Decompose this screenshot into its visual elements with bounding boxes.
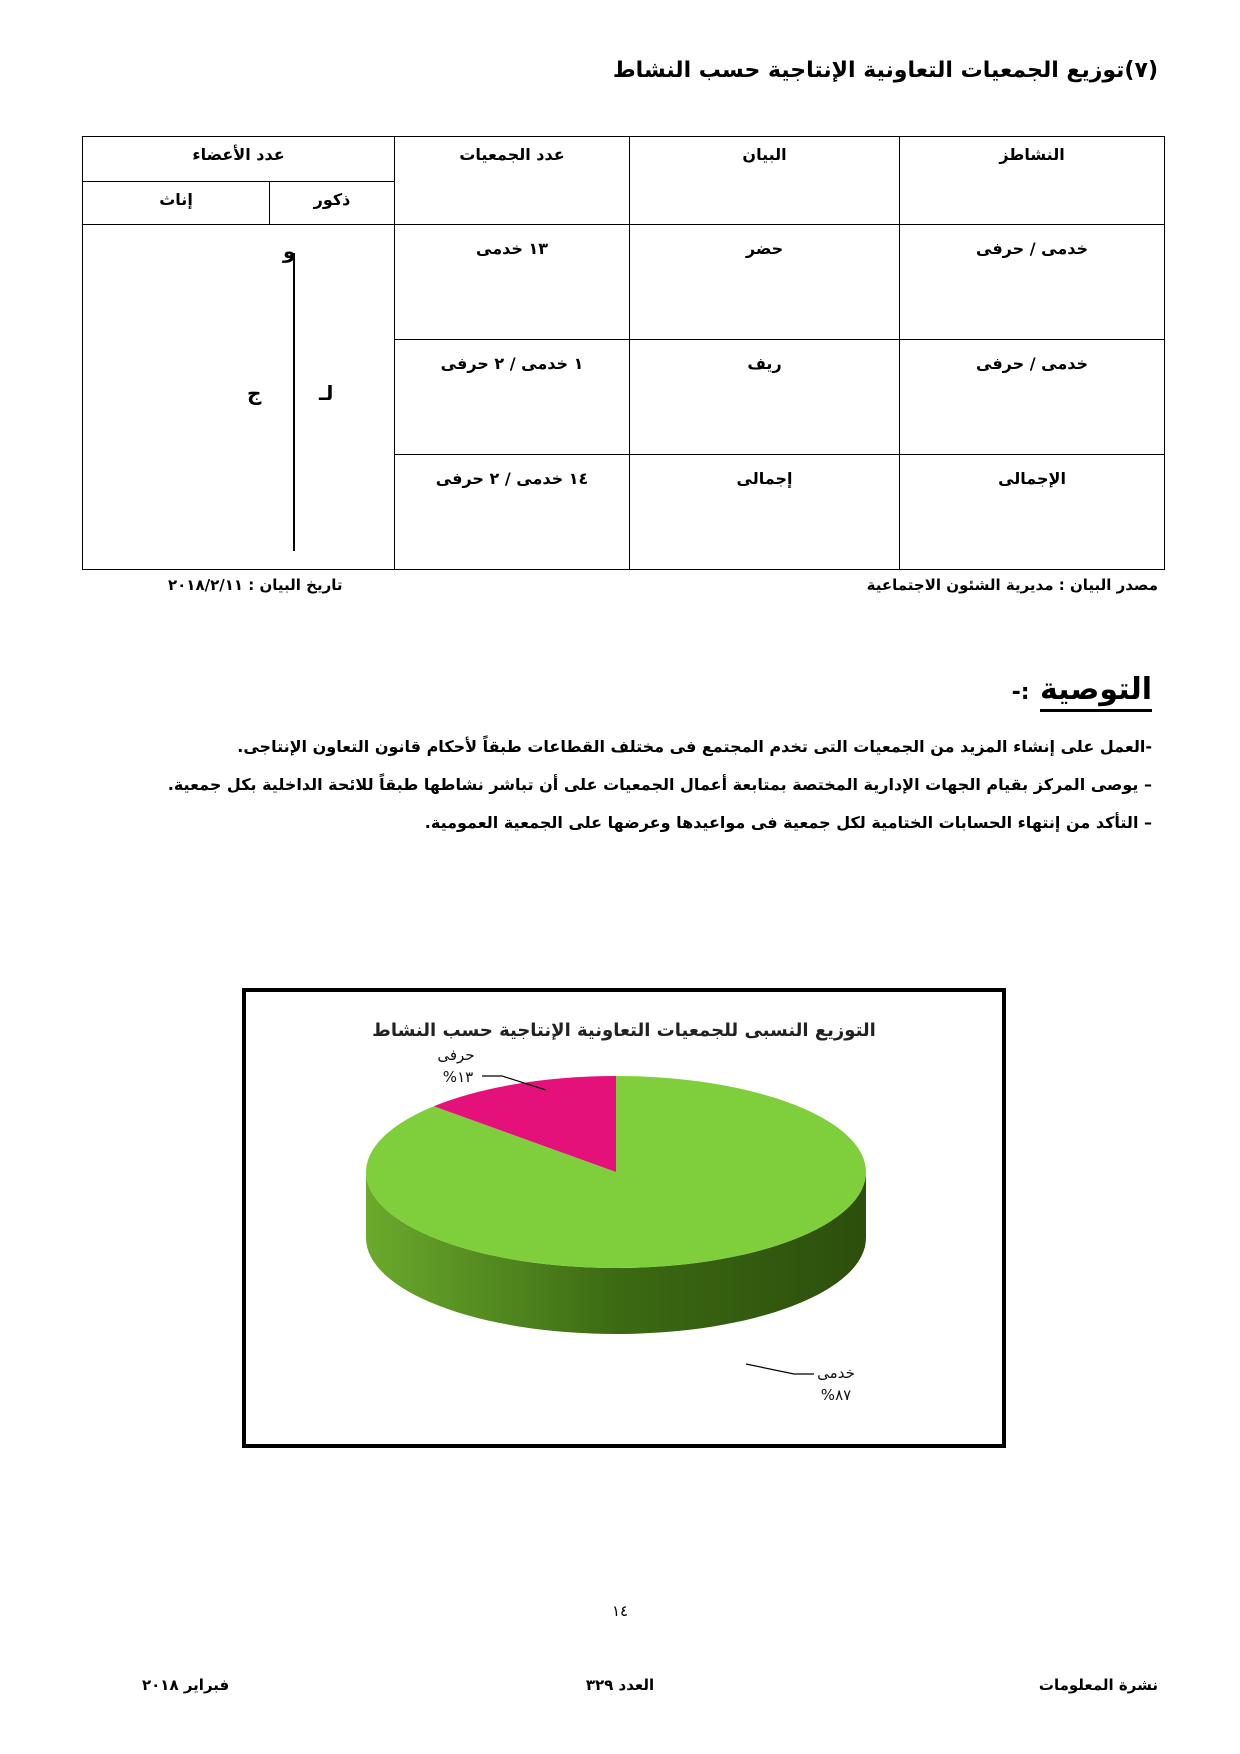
members-glyph-top: و bbox=[283, 239, 296, 263]
data-date: تاريخ البيان : ٢٠١٨/٢/١١ bbox=[168, 576, 343, 594]
header-societies: عدد الجمعيات bbox=[395, 137, 630, 225]
row-2-activity: خدمى / حرفى bbox=[900, 340, 1165, 455]
activity-table bbox=[82, 136, 1165, 570]
members-glyph-males: لـ bbox=[319, 381, 334, 405]
pie-label-khadami-value: %٨٧ bbox=[820, 1386, 852, 1404]
row-2-societies: ١ خدمى / ٢ حرفى bbox=[395, 340, 630, 455]
header-statement: البيان bbox=[630, 137, 900, 225]
footer-publication: نشرة المعلومات bbox=[1038, 1676, 1158, 1694]
row-3-societies: ١٤ خدمى / ٢ حرفى bbox=[395, 455, 630, 570]
row-3-statement: إجمالى bbox=[630, 455, 900, 570]
row-1-activity: خدمى / حرفى bbox=[900, 225, 1165, 340]
row-1-statement: حضر bbox=[630, 225, 900, 340]
header-females: إناث bbox=[83, 182, 270, 225]
recommendation-item: -العمل على إنشاء المزيد من الجمعيات التى تخدم المجتمع فى مختلف القطاعات طبقاً لأحكام قانون التعاون الإنتاجى. bbox=[237, 737, 1152, 756]
pie-chart-svg bbox=[246, 992, 1002, 1444]
footer-date: فبراير ٢٠١٨ bbox=[142, 1676, 230, 1694]
row-1-societies: ١٣ خدمى bbox=[395, 225, 630, 340]
members-cell bbox=[83, 225, 395, 570]
recommendation-heading-text: التوصية bbox=[1040, 672, 1152, 712]
recommendation-heading-suffix: :- bbox=[1011, 680, 1030, 705]
data-source: مصدر البيان : مديرية الشئون الاجتماعية bbox=[866, 576, 1158, 594]
pie-chart bbox=[242, 988, 1006, 1448]
pie-leader-khadami bbox=[746, 1364, 814, 1374]
members-glyph-females: ج bbox=[247, 381, 262, 405]
page-title: (٧)توزيع الجمعيات التعاونية الإنتاجية حسب النشاط bbox=[612, 58, 1158, 83]
recommendation-list bbox=[112, 728, 1152, 842]
row-3-activity: الإجمالى bbox=[900, 455, 1165, 570]
pie-label-khadami-name: خدمى bbox=[817, 1364, 855, 1382]
footer-issue: العدد ٣٢٩ bbox=[585, 1676, 655, 1694]
members-vertical-line bbox=[293, 253, 295, 551]
pie-label-herafi-name: حرفى bbox=[437, 1046, 475, 1064]
recommendation-item: – يوصى المركز بقيام الجهات الإدارية المختصة بمتابعة أعمال الجمعيات على أن تباشر نشاطها طبقاً للائحة الداخلية بكل جمعية. bbox=[167, 775, 1152, 794]
page-number: ١٤ bbox=[611, 1602, 629, 1620]
recommendation-heading bbox=[1012, 672, 1152, 707]
pie-label-herafi-value: %١٣ bbox=[442, 1068, 474, 1086]
header-activity: النشاطز bbox=[900, 137, 1165, 225]
chart-title: التوزيع النسبى للجمعيات التعاونية الإنتاجية حسب النشاط bbox=[372, 1020, 876, 1041]
header-males: ذكور bbox=[270, 182, 395, 225]
header-members: عدد الأعضاء bbox=[83, 137, 395, 182]
recommendation-item: – التأكد من إنتهاء الحسابات الختامية لكل جمعية فى مواعيدها وعرضها على الجمعية العمومية. bbox=[424, 813, 1152, 832]
row-2-statement: ريف bbox=[630, 340, 900, 455]
